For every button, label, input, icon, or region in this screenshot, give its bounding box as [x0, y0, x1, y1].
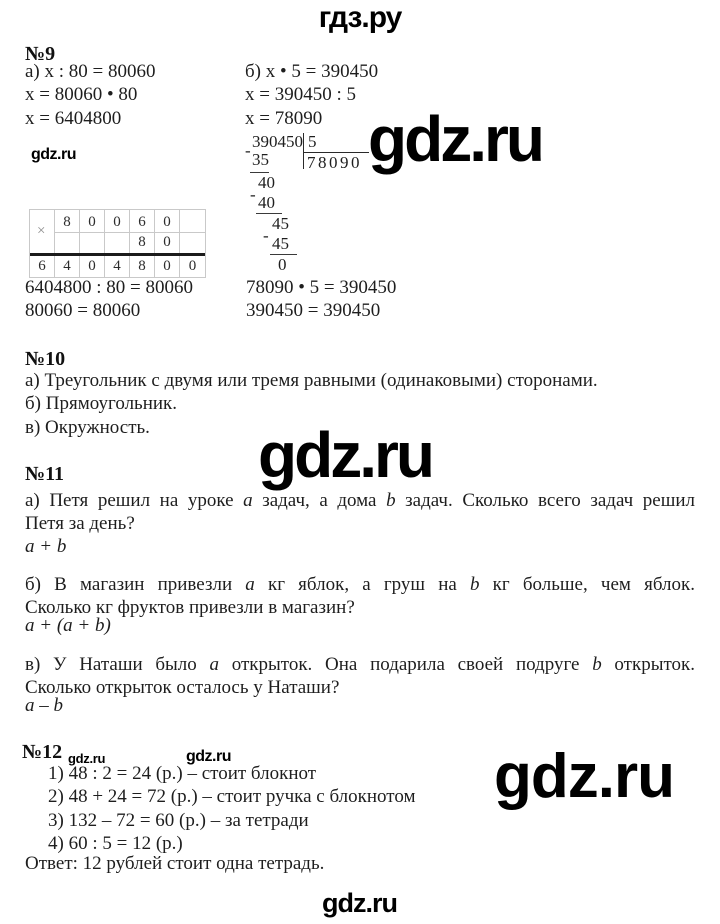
watermark-bottom: gdz.ru	[322, 888, 397, 918]
site-logo: гдз.ру	[318, 1, 402, 34]
division-remainder: 0	[278, 255, 287, 274]
answer-expression: a + (a + b)	[25, 615, 111, 636]
grid-row	[30, 253, 205, 277]
grid-cell: 0	[80, 256, 105, 277]
watermark-small: gdz.ru	[68, 751, 106, 766]
grid-cell: 0	[155, 233, 180, 253]
division-dividend: 390450	[252, 132, 303, 151]
minus-sign: -	[263, 226, 269, 245]
solution-step: 1) 48 : 2 = 24 (р.) – стоит блокнот	[48, 763, 317, 784]
problem-11-heading: №11	[25, 463, 64, 485]
grid-cell: 4	[55, 256, 80, 277]
grid-cell: 0	[188, 258, 197, 274]
problem-11-part-b	[25, 573, 695, 620]
minus-sign: -	[245, 141, 251, 160]
grid-cell	[180, 210, 205, 233]
equation-line: 80060 = 80060	[25, 300, 141, 322]
equation-line: x = 80060 • 80	[25, 84, 138, 106]
grid-cell: 8	[55, 210, 80, 233]
problem-9-column-b	[245, 60, 378, 130]
watermark-small: gdz.ru	[31, 146, 76, 163]
watermark-large: gdz.ru	[494, 742, 674, 811]
equation-line: а) x : 80 = 80060	[25, 61, 156, 82]
answer-item: б) Прямоугольник.	[25, 393, 178, 415]
equation-line: 78090 • 5 = 390450	[246, 277, 397, 298]
problem-10-heading: №10	[25, 348, 66, 370]
equation-line: x = 6404800	[25, 107, 122, 129]
problem-9-column-a	[25, 60, 156, 130]
division-step: 40	[258, 173, 275, 192]
grid-cell	[55, 233, 80, 253]
task-text-line: а) Петя решил на уроке a задач, а дома b задач. Сколько всего задач решил	[25, 490, 695, 511]
grid-cell	[105, 233, 130, 253]
equation-line: x = 78090	[245, 107, 323, 129]
grid-cell: 6	[130, 210, 155, 233]
task-text-line: в) У Наташи было a открыток. Она подарила своей подруге b открыток.	[25, 654, 695, 675]
problem-12-steps	[48, 762, 416, 856]
problem-9-heading: №9	[25, 43, 56, 65]
watermark-large: gdz.ru	[368, 103, 542, 175]
problem-9-check-a	[25, 276, 193, 323]
equation-line: б) x • 5 = 390450	[245, 61, 379, 82]
problem-12-answer: Ответ: 12 рублей стоит одна тетрадь.	[25, 853, 325, 874]
answer-expression: a – b	[25, 695, 63, 716]
division-quotient: 78090	[307, 153, 362, 172]
grid-cell: 0	[155, 256, 180, 277]
equation-line: x = 390450 : 5	[245, 84, 356, 106]
task-text-line: Сколько кг фруктов привезли в магазин?	[25, 597, 355, 619]
division-step: 45	[272, 234, 289, 253]
grid-row	[30, 233, 205, 253]
grid-cell: 8	[130, 256, 155, 277]
answer-item: а) Треугольник с двумя или тремя равными (одинаковыми) сторонами.	[25, 370, 598, 391]
grid-row	[30, 210, 205, 233]
grid-cell: 0	[155, 210, 180, 233]
division-step: 40	[258, 193, 275, 212]
grid-cell: 8	[130, 233, 155, 253]
problem-12-heading: №12	[22, 741, 63, 763]
problem-9-check-b	[246, 276, 396, 323]
problem-11-part-a	[25, 489, 695, 536]
equation-line: 390450 = 390450	[246, 300, 381, 322]
solution-step: 3) 132 – 72 = 60 (р.) – за тетради	[48, 809, 309, 831]
grid-cell: 0	[105, 210, 130, 233]
grid-cell: 4	[105, 256, 130, 277]
problem-11-part-v	[25, 653, 695, 700]
task-text-line: б) В магазин привезли a кг яблок, а груш на b кг больше, чем яблок.	[25, 574, 695, 595]
task-text-line: Петя за день?	[25, 513, 135, 535]
division-bar-vertical	[303, 133, 304, 169]
multiplication-grid	[29, 209, 206, 278]
equation-line: 6404800 : 80 = 80060	[25, 277, 193, 298]
solution-step: 2) 48 + 24 = 72 (р.) – стоит ручка с блокнотом	[48, 786, 416, 808]
division-step: 45	[272, 214, 289, 233]
watermark-small: gdz.ru	[186, 748, 231, 765]
grid-cell: 6	[30, 256, 55, 277]
grid-cell	[180, 233, 205, 253]
division-step: 35	[252, 150, 269, 169]
answer-expression: a + b	[25, 536, 67, 557]
solution-step: 4) 60 : 5 = 12 (р.)	[48, 833, 183, 855]
long-division	[240, 130, 390, 290]
multiply-operator: ×	[37, 223, 46, 239]
minus-sign: -	[250, 185, 256, 204]
grid-cell: 0	[80, 210, 105, 233]
task-text-line: Сколько открыток осталось у Наташи?	[25, 677, 340, 699]
division-divisor: 5	[308, 132, 317, 151]
grid-cell	[80, 233, 105, 253]
answer-item: в) Окружность.	[25, 416, 150, 438]
watermark-large: gdz.ru	[258, 419, 432, 491]
